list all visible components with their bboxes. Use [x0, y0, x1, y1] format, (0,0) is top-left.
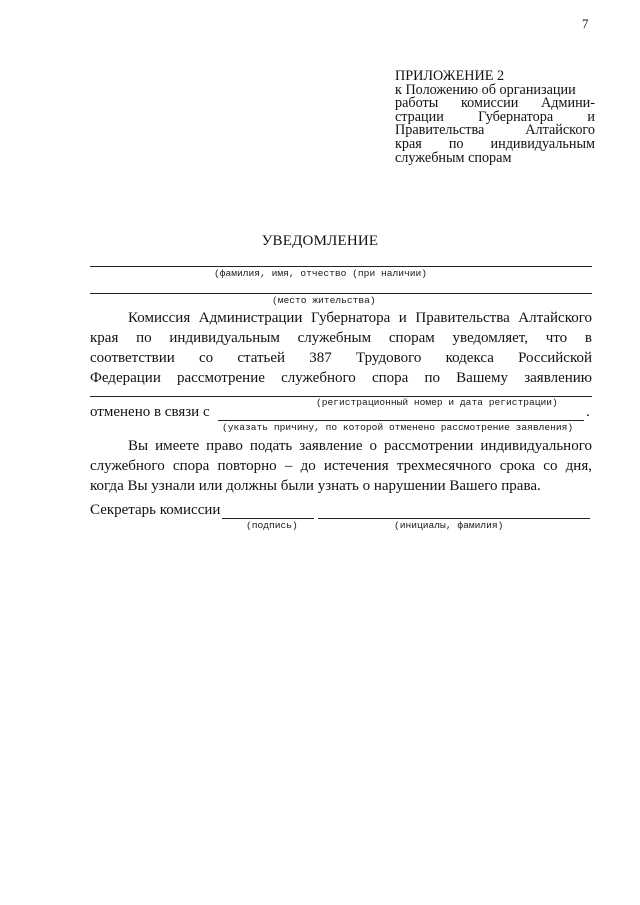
document-title: УВЕДОМЛЕНИЕ	[261, 233, 379, 249]
appendix-line: Правительства Алтайского	[395, 122, 595, 139]
full-name-line	[90, 266, 592, 267]
notice-paragraph	[90, 308, 592, 388]
page-number: 7	[582, 16, 589, 31]
appendix-header	[395, 70, 595, 165]
paragraph-line: Комиссия Администрации Губернатора и Правительства Алтайского	[128, 310, 592, 326]
paragraph-line: Федерации рассмотрение служебного спора по Вашему заявлению	[90, 370, 592, 386]
appendix-line: работы комиссии Админи-	[395, 95, 595, 112]
secretary-label: Секретарь комиссии	[90, 502, 221, 518]
full-name-caption: (фамилия, имя, отчество (при наличии)	[214, 268, 428, 279]
initials-caption: (инициалы, фамилия)	[394, 520, 504, 531]
paragraph-line: края по индивидуальным служебным спорам уведомляет, что в	[90, 330, 592, 346]
appendix-title: ПРИЛОЖЕНИЕ 2	[395, 68, 505, 84]
signature-line	[222, 518, 314, 519]
cancelled-period: .	[586, 404, 590, 420]
residence-caption: (место жительства)	[272, 295, 376, 306]
signature-caption: (подпись)	[246, 520, 298, 531]
initials-line	[318, 518, 590, 519]
residence-line	[90, 293, 592, 294]
registration-caption: (регистрационный номер и дата регистрации)	[316, 397, 558, 408]
cancelled-label: отменено в связи с	[90, 404, 210, 420]
paragraph-line: соответствии со статьей 387 Трудового кодекса Российской	[90, 350, 592, 366]
paragraph-line: когда Вы узнали или должны были узнать о нарушении Вашего права.	[90, 478, 541, 494]
appendix-line: страции Губернатора и	[395, 108, 595, 125]
appendix-line: края по индивидуальным	[395, 135, 595, 152]
appendix-line: служебным спорам	[395, 149, 512, 166]
reason-caption: (указать причину, по которой отменено рассмотрение заявления)	[222, 422, 574, 433]
reason-line	[218, 420, 584, 421]
paragraph-line: служебного спора повторно – до истечения трехмесячного срока со дня,	[90, 458, 592, 474]
paragraph-line: Вы имеете право подать заявление о рассмотрении индивидуального	[128, 438, 592, 454]
appendix-line: к Положению об организации	[395, 81, 576, 98]
rights-paragraph	[90, 436, 592, 496]
